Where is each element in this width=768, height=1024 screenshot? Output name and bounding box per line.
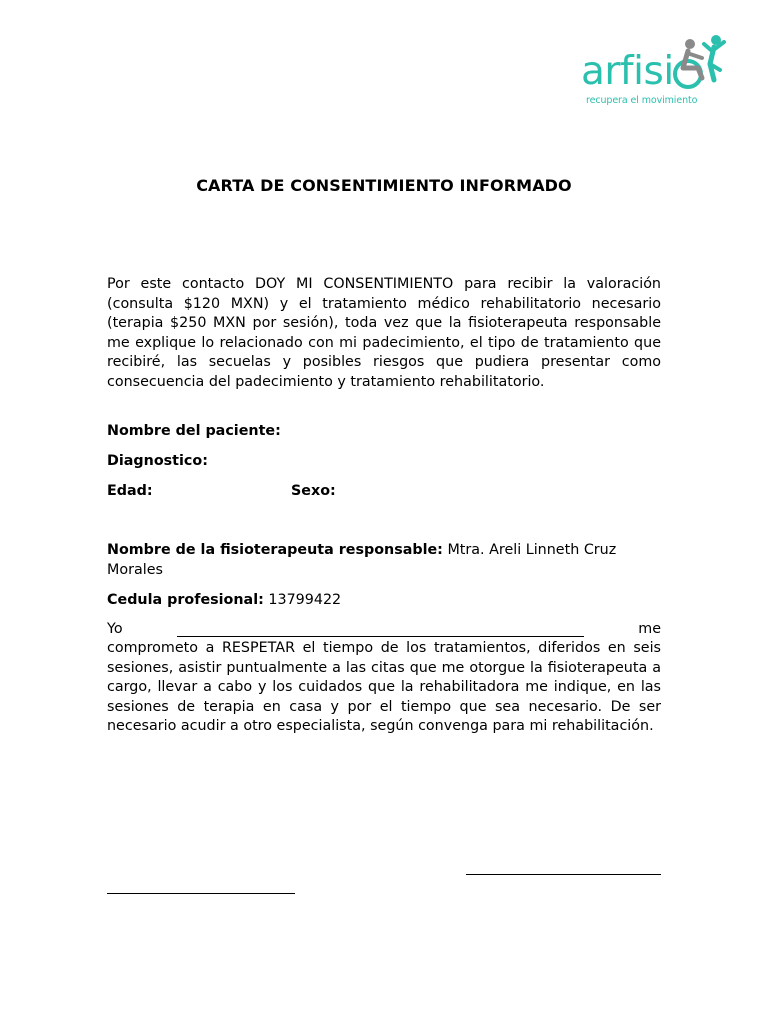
signature-line-left	[107, 893, 295, 894]
patient-name-field	[107, 422, 661, 442]
commitment-me: me	[638, 621, 661, 637]
license-field	[107, 591, 661, 611]
document-title: CARTA DE CONSENTIMIENTO INFORMADO	[196, 176, 572, 195]
age-label: Edad:	[107, 483, 153, 499]
sex-label: Sexo:	[291, 483, 336, 499]
patient-name-label: Nombre del paciente:	[107, 423, 281, 439]
consent-paragraph: Por este contacto DOY MI CONSENTIMIENTO para recibir la valoración (consulta $120 MXN) y el tratamiento médico rehabilitatorio necesario (terapia $250 MXN por sesión), toda vez que la fisioterapeuta responsable me explique lo relacionado con mi padecimiento, el tipo de tratamiento que recibiré, las secuelas y posibles riesgos que pudiera presentar como consecuencia del padecimiento y tratamiento rehabilitatorio.	[107, 276, 661, 390]
age-sex-row	[107, 482, 661, 502]
signature-line-right	[466, 874, 661, 875]
logo-wordmark: arfisi	[581, 49, 674, 94]
diagnosis-label: Diagnostico:	[107, 453, 208, 469]
patient-name-blank-line	[177, 636, 584, 637]
diagnosis-field	[107, 452, 661, 472]
therapist-field	[107, 541, 661, 580]
commitment-paragraph: comprometo a RESPETAR el tiempo de los tratamientos, diferidos en seis sesiones, asistir puntualmente a las citas que me otorgue la fisioterapeuta a cargo, llevar a cabo y los cuidados que la rehabilitadora me indique, en las sesiones de terapia en casa y por el tiempo que sea necesario. De ser necesario acudir a otro especialista, según convenga para mi rehabilitación.	[107, 640, 661, 735]
license-number: 13799422	[263, 592, 342, 608]
license-label: Cedula profesional:	[107, 592, 264, 608]
therapist-label: Nombre de la fisioterapeuta responsable:	[107, 542, 443, 558]
arfisio-logo	[578, 34, 728, 114]
commitment-yo: Yo	[107, 621, 123, 637]
commitment-first-line	[107, 620, 661, 640]
therapist-name: Mtra. Areli Linneth Cruz Morales	[107, 542, 617, 578]
wheelchair-figure-icon	[668, 34, 726, 94]
logo-tagline: recupera el movimiento	[586, 95, 698, 106]
